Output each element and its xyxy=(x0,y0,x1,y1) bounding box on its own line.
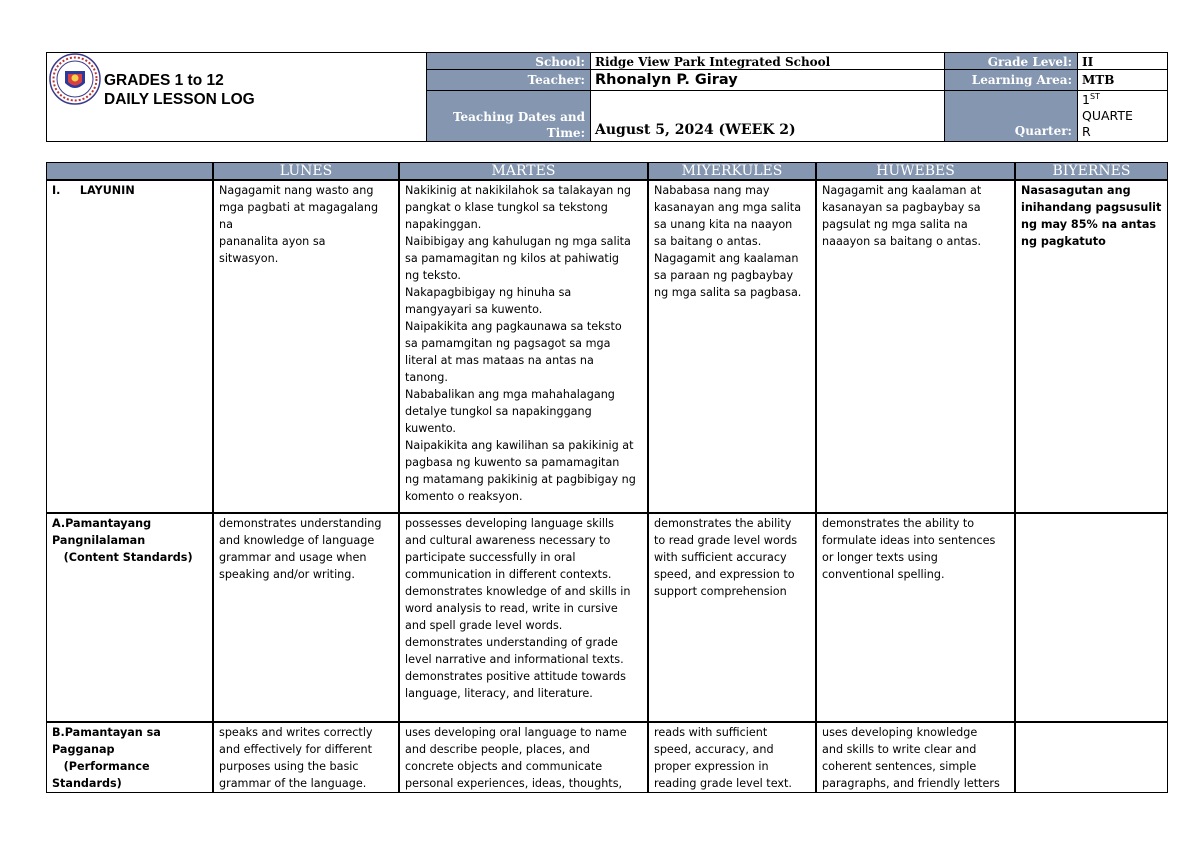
text-line: purposes using the basic xyxy=(219,760,359,773)
text-line: Nagagamit nang wasto ang xyxy=(219,184,374,197)
cell-performance-huwebes xyxy=(816,722,1015,793)
text-line: pagsulat ng mga salita na xyxy=(822,218,968,231)
text-line: demonstrates the ability to xyxy=(822,517,975,530)
day-header-miyerkules: MIYERKULES xyxy=(648,162,816,180)
text-line: tanong. xyxy=(405,371,448,384)
teaching-dates-label-line-1: Teaching Dates and xyxy=(452,110,585,124)
text-line: demonstrates knowledge of and skills in xyxy=(405,585,631,598)
day-header-martes: MARTES xyxy=(399,162,648,180)
text-line: ng matamang pakikinig at pagbibigay ng xyxy=(405,473,636,486)
row-label-line: Pagganap xyxy=(52,743,115,756)
text-line: na xyxy=(219,218,233,231)
text-line: pananalita ayon sa xyxy=(219,235,326,248)
text-line: ng teksto. xyxy=(405,269,461,282)
row-label-performance-standards xyxy=(46,722,213,793)
page-title xyxy=(104,71,255,109)
cell-content-huwebes xyxy=(816,513,1015,722)
text-line: sa pamamagitan ng kilos at pahiwatig xyxy=(405,252,620,265)
text-line: coherent sentences, simple xyxy=(822,760,977,773)
quarter-value-line-3: R xyxy=(1082,124,1091,139)
text-line: Nagagamit ang kaalaman xyxy=(654,252,799,265)
text-line: speaking and/or writing. xyxy=(219,568,355,581)
table-header-blank xyxy=(46,162,213,180)
row-label-line: Pangnilalaman xyxy=(52,534,146,547)
text-line: demonstrates positive attitude towards xyxy=(405,670,626,683)
text-line: and cultural awareness necessary to xyxy=(405,534,611,547)
cell-content-biyernes xyxy=(1015,513,1168,722)
learning-area-value: MTB xyxy=(1078,70,1168,91)
text-line: ng pagkatuto xyxy=(1021,235,1106,248)
cell-performance-biyernes xyxy=(1015,722,1168,793)
text-line: demonstrates the ability xyxy=(654,517,792,530)
text-line: reading grade level text. xyxy=(654,777,792,790)
row-label-line: I. LAYUNIN xyxy=(52,184,135,197)
grade-level-value: II xyxy=(1078,52,1168,70)
text-line: sa baitang o antas. xyxy=(654,235,762,248)
text-line: Nababalikan ang mga mahahalagang xyxy=(405,388,615,401)
text-line: komento o reaksyon. xyxy=(405,490,523,503)
cell-performance-martes xyxy=(399,722,648,793)
text-line: sa paraan ng pagbaybay xyxy=(654,269,794,282)
text-line: kasanayan sa pagbaybay sa xyxy=(822,201,981,214)
quarter-value-number: 1 xyxy=(1082,92,1090,107)
row-label-line: A.Pamantayang xyxy=(52,517,152,530)
text-line: literal at mas mataas na antas na xyxy=(405,354,594,367)
text-line: personal experiences, ideas, thoughts, xyxy=(405,777,623,790)
text-line: conventional spelling. xyxy=(822,568,945,581)
text-line: Nakikinig at nakikilahok sa talakayan ng xyxy=(405,184,632,197)
text-line: speed, accuracy, and xyxy=(654,743,774,756)
cell-layunin-martes xyxy=(399,180,648,513)
text-line: proper expression in xyxy=(654,760,769,773)
text-line: communication in different contexts. xyxy=(405,568,612,581)
quarter-label: Quarter: xyxy=(945,91,1078,142)
text-line: sitwasyon. xyxy=(219,252,279,265)
teaching-dates-label-line-2: Time: xyxy=(546,126,585,140)
school-label: School: xyxy=(426,52,591,70)
text-line: level narrative and informational texts. xyxy=(405,653,624,666)
text-line: sa pamamgitan ng pagsagot sa mga xyxy=(405,337,611,350)
learning-area-label: Learning Area: xyxy=(945,70,1078,91)
text-line: grammar of the language. xyxy=(219,777,367,790)
teaching-dates-label xyxy=(426,91,591,142)
cell-layunin-huwebes xyxy=(816,180,1015,513)
quarter-value xyxy=(1078,91,1168,142)
quarter-value-line-2: QUARTE xyxy=(1082,108,1133,123)
text-line: kasanayan ang mga salita xyxy=(654,201,802,214)
text-line: demonstrates understanding of grade xyxy=(405,636,618,649)
text-line: Nagagamit ang kaalaman at xyxy=(822,184,982,197)
cell-content-lunes xyxy=(213,513,399,722)
text-line: Nababasa nang may xyxy=(654,184,770,197)
text-line: possesses developing language skills xyxy=(405,517,614,530)
row-label-line: Standards) xyxy=(52,777,122,790)
text-line: Nasasagutan ang xyxy=(1021,184,1131,197)
cell-layunin-lunes xyxy=(213,180,399,513)
text-line: ng may 85% na antas xyxy=(1021,218,1157,231)
text-line: paragraphs, and friendly letters xyxy=(822,777,1000,790)
day-header-biyernes: BIYERNES xyxy=(1015,162,1168,180)
text-line: uses developing knowledge xyxy=(822,726,978,739)
text-line: Naipakikita ang kawilihan sa pakikinig at xyxy=(405,439,634,452)
text-line: speed, and expression to xyxy=(654,568,795,581)
text-line: formulate ideas into sentences xyxy=(822,534,996,547)
text-line: and skills to write clear and xyxy=(822,743,977,756)
text-line: mga pagbati at magagalang xyxy=(219,201,379,214)
text-line: and describe people, places, and xyxy=(405,743,590,756)
text-line: participate successfully in oral xyxy=(405,551,576,564)
cell-content-martes xyxy=(399,513,648,722)
day-header-huwebes: HUWEBES xyxy=(816,162,1015,180)
teaching-dates-value: August 5, 2024 (WEEK 2) xyxy=(591,91,945,142)
text-line: detalye tungkol sa napakinggang xyxy=(405,405,592,418)
title-line-2: DAILY LESSON LOG xyxy=(104,91,255,108)
text-line: and knowledge of language xyxy=(219,534,375,547)
quarter-value-suffix: ST xyxy=(1089,91,1100,101)
text-line: Naibibigay ang kahulugan ng mga salita xyxy=(405,235,631,248)
grade-level-label: Grade Level: xyxy=(945,52,1078,70)
cell-performance-lunes xyxy=(213,722,399,793)
cell-content-miyerkules xyxy=(648,513,816,722)
text-line: inihandang pagsusulit xyxy=(1021,201,1162,214)
text-line: kuwento. xyxy=(405,422,456,435)
text-line: support comprehension xyxy=(654,585,787,598)
text-line: reads with sufficient xyxy=(654,726,768,739)
text-line: and spell grade level words. xyxy=(405,619,563,632)
teacher-label: Teacher: xyxy=(426,70,591,91)
text-line: pangkat o klase tungkol sa tekstong xyxy=(405,201,608,214)
row-label-line: (Performance xyxy=(52,760,150,773)
text-line: speaks and writes correctly xyxy=(219,726,373,739)
teacher-value: Rhonalyn P. Giray xyxy=(591,70,945,91)
cell-performance-miyerkules xyxy=(648,722,816,793)
cell-layunin-miyerkules xyxy=(648,180,816,513)
text-line: ng mga salita sa pagbasa. xyxy=(654,286,802,299)
text-line: napakinggan. xyxy=(405,218,482,231)
text-line: to read grade level words xyxy=(654,534,798,547)
row-label-content-standards xyxy=(46,513,213,722)
school-value: Ridge View Park Integrated School xyxy=(591,52,945,70)
row-label-line: B.Pamantayan sa xyxy=(52,726,161,739)
text-line: or longer texts using xyxy=(822,551,938,564)
text-line: sa unang kita na naayon xyxy=(654,218,793,231)
day-header-lunes: LUNES xyxy=(213,162,399,180)
text-line: concrete objects and communicate xyxy=(405,760,603,773)
text-line: grammar and usage when xyxy=(219,551,367,564)
title-line-1: GRADES 1 to 12 xyxy=(104,72,224,89)
cell-layunin-biyernes xyxy=(1015,180,1168,513)
text-line: and effectively for different xyxy=(219,743,372,756)
text-line: mangyayari sa kuwento. xyxy=(405,303,543,316)
text-line: Nakapagbibigay ng hinuha sa xyxy=(405,286,572,299)
row-label-line: (Content Standards) xyxy=(52,551,193,564)
text-line: language, literacy, and literature. xyxy=(405,687,593,700)
row-label-layunin xyxy=(46,180,213,513)
text-line: demonstrates understanding xyxy=(219,517,382,530)
deped-seal-icon xyxy=(49,53,101,105)
text-line: naaayon sa baitang o antas. xyxy=(822,235,982,248)
text-line: pagbasa ng kuwento sa pamamagitan xyxy=(405,456,620,469)
text-line: word analysis to read, write in cursive xyxy=(405,602,618,615)
text-line: with sufficient accuracy xyxy=(654,551,787,564)
text-line: uses developing oral language to name xyxy=(405,726,627,739)
text-line: Naipakikita ang pagkaunawa sa teksto xyxy=(405,320,622,333)
